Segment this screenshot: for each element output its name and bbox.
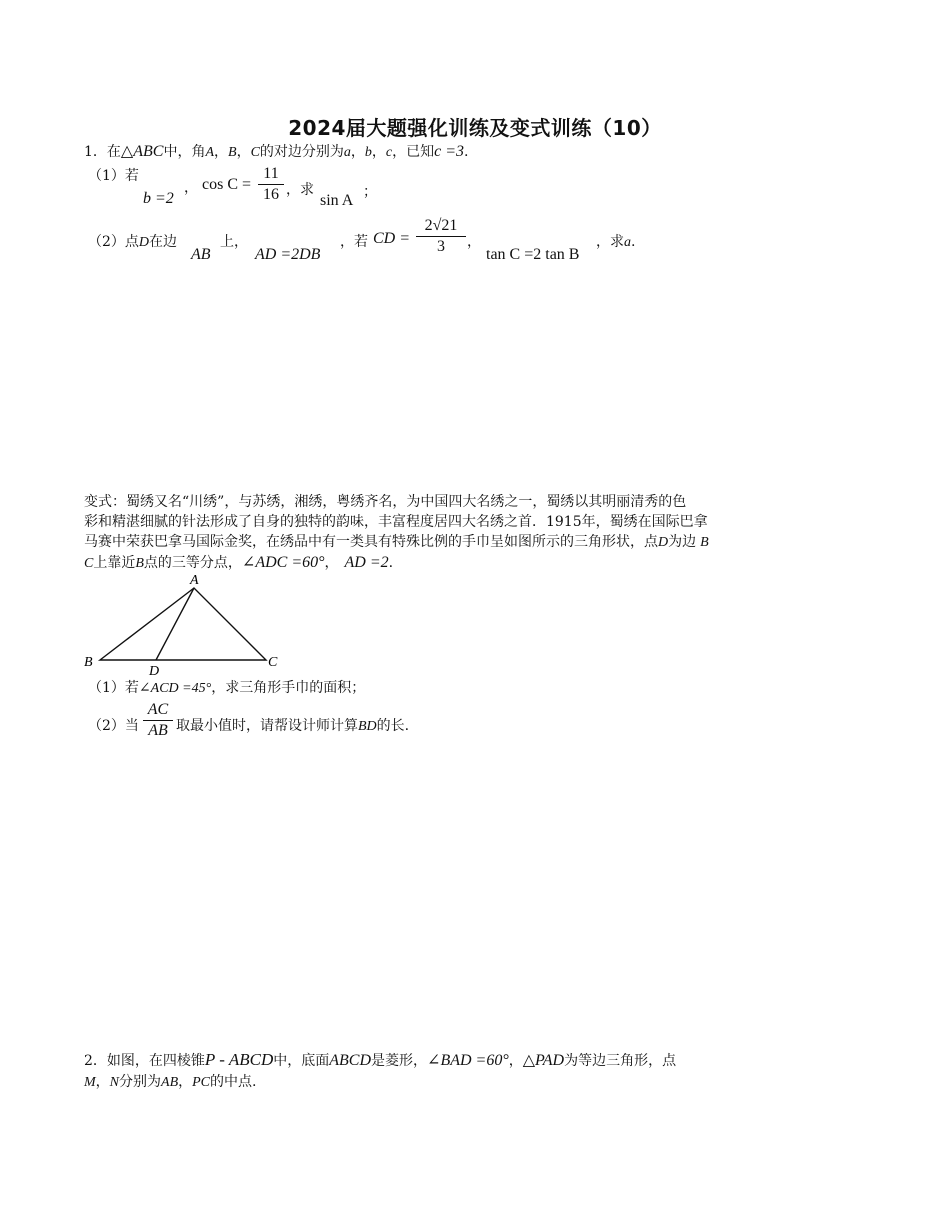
q1-part1-cos: cos C = xyxy=(202,176,252,193)
q1-part1-target: sin A xyxy=(320,192,354,209)
q1-part2-cd: CD = xyxy=(373,230,411,247)
variant-part1-angle: ∠ACD =45° xyxy=(138,681,212,696)
q2-number: 2． xyxy=(84,1053,107,1069)
q1-part1: （1）若 xyxy=(88,168,139,184)
q2-line2: M，N分别为AB，PC的中点. xyxy=(84,1074,257,1090)
q1-stem: 1．在△ABC中，角A，B，C的对边分别为a，b，c，已知c =3. xyxy=(84,143,469,160)
label-C: C xyxy=(268,655,278,670)
q1-number: 1． xyxy=(84,144,107,160)
variant-part2-fraction: $\frac{AC}{AB}$ xyxy=(143,700,173,741)
q1-part1-b: b =2 xyxy=(143,190,174,207)
q1-part2-fraction: $\frac{2√21}{3}$ xyxy=(416,216,466,257)
variant-ad: AD =2 xyxy=(344,554,389,571)
q1-part2: （2）点D在边 xyxy=(88,234,178,250)
label-B: B xyxy=(84,655,93,670)
q1-c-value: c =3 xyxy=(434,143,465,160)
variant-angle: ∠ADC =60° xyxy=(241,554,325,571)
variant-part2-label: （2）当 xyxy=(88,718,139,734)
q1-part1-fraction: $\frac{11}{16}$ xyxy=(258,164,284,205)
q1-triangle: △ABC xyxy=(120,143,164,160)
variant-text: 变式：蜀绣又名“川绣”，与苏绣，湘绣，粤绣齐名，为中国四大名绣之一，蜀绣以其明丽清秀的色 彩和精湛细腻的针法形成了自身的独特的韵味，丰富程度居四大名绣之首．1915年，蜀绣在国际巴拿 马赛中荣获巴拿马国际金奖，在绣品中有一类具有特殊比例的手巾呈如图所示的三角形状，点D为边 B C上靠近B点的三等分点，∠ADC =60°， AD =2. xyxy=(84,494,709,571)
q1-part2-AB: AB xyxy=(191,246,211,263)
variant-part1: （1）若∠ACD =45°，求三角形手巾的面积； xyxy=(88,680,366,696)
q2-pyramid: P - ABCD xyxy=(204,1050,274,1069)
page-title: 2024届大题强化训练及变式训练（10） xyxy=(288,116,662,140)
triangle-outline xyxy=(100,588,266,660)
variant-part2-text: 取最小值时，请帮设计师计算BD的长. xyxy=(176,718,410,734)
label-A: A xyxy=(190,573,199,588)
q1-part2-ad: AD =2DB xyxy=(255,246,321,263)
label-D: D xyxy=(149,664,160,679)
segment-AD xyxy=(156,588,194,660)
q2-base: ABCD xyxy=(329,1052,372,1069)
q2-triangle: △PAD xyxy=(522,1052,565,1069)
q2-angle: ∠BAD =60° xyxy=(427,1052,509,1069)
q2-line1: 2．如图，在四棱锥P - ABCD中，底面ABCD是菱形，∠BAD =60°，△PAD为等边三角形，点 xyxy=(84,1050,677,1069)
q1-part2-tan: tan C =2 tan B xyxy=(486,246,580,263)
triangle-figure xyxy=(80,568,290,680)
